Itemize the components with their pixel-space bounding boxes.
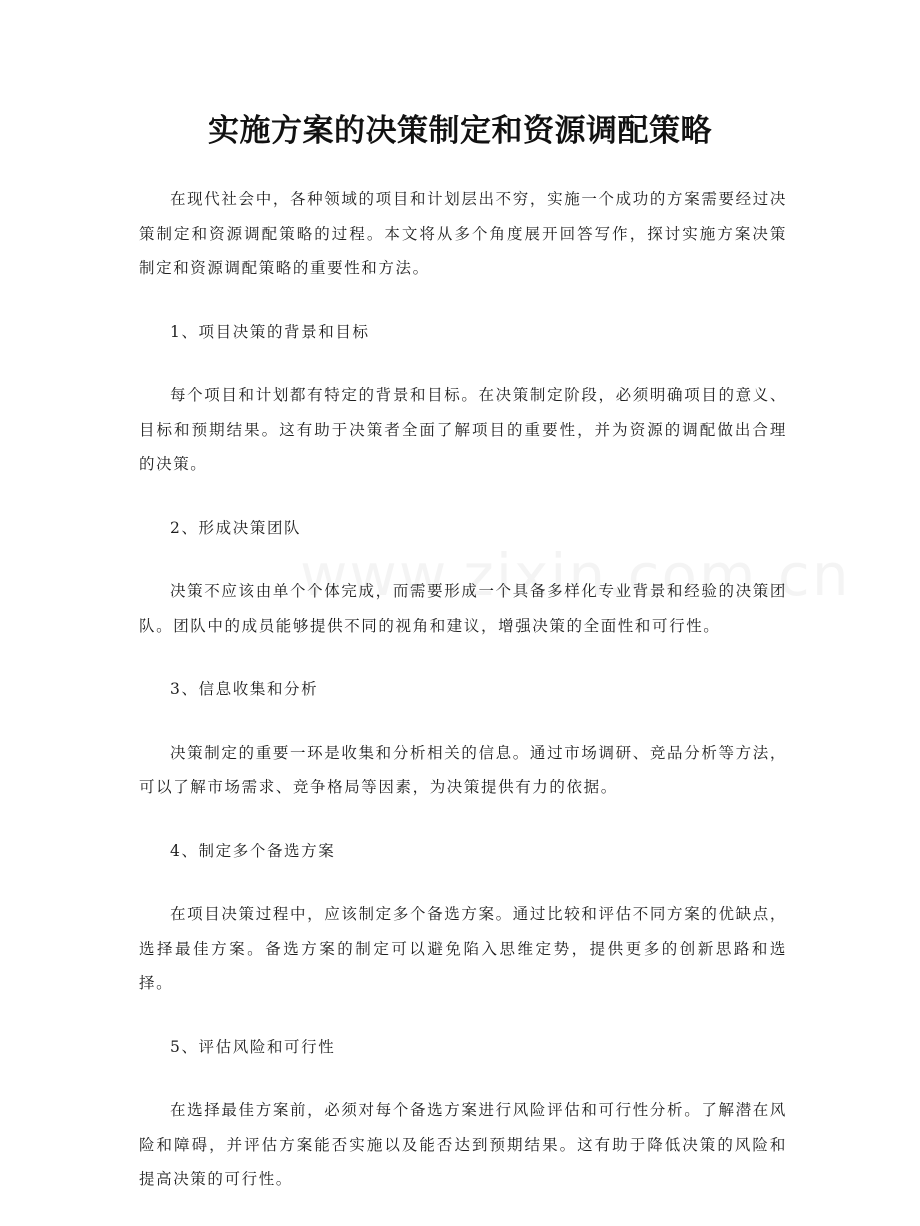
section-paragraph-4: 在项目决策过程中，应该制定多个备选方案。通过比较和评估不同方案的优缺点，选择最佳方案。备选方案的制定可以避免陷入思维定势，提供更多的创新思路和选择。 <box>139 905 787 992</box>
section-heading-5: 5、评估风险和可行性 <box>170 1037 336 1056</box>
section-paragraph-1: 每个项目和计划都有特定的背景和目标。在决策制定阶段，必须明确项目的意义、目标和预期结果。这有助于决策者全面了解项目的重要性，并为资源的调配做出合理的决策。 <box>139 386 787 473</box>
document-title: 实施方案的决策制定和资源调配策略 <box>208 113 712 149</box>
document-body <box>139 182 787 1226</box>
intro-paragraph: 在现代社会中，各种领域的项目和计划层出不穷，实施一个成功的方案需要经过决策制定和资源调配策略的过程。本文将从多个角度展开回答写作，探讨实施方案决策制定和资源调配策略的重要性和方法。 <box>139 190 787 277</box>
section-paragraph-2: 决策不应该由单个个体完成，而需要形成一个具备多样化专业背景和经验的决策团队。团队中的成员能够提供不同的视角和建议，增强决策的全面性和可行性。 <box>139 582 787 635</box>
section-heading-2: 2、形成决策团队 <box>170 518 302 537</box>
section-paragraph-3: 决策制定的重要一环是收集和分析相关的信息。通过市场调研、竞品分析等方法，可以了解市场需求、竞争格局等因素，为决策提供有力的依据。 <box>139 743 787 796</box>
section-heading-4: 4、制定多个备选方案 <box>170 841 336 860</box>
section-heading-1: 1、项目决策的背景和目标 <box>170 322 370 341</box>
section-paragraph-5: 在选择最佳方案前，必须对每个备选方案进行风险评估和可行性分析。了解潜在风险和障碍，并评估方案能否实施以及能否达到预期结果。这有助于降低决策的风险和提高决策的可行性。 <box>139 1101 787 1188</box>
section-heading-3: 3、信息收集和分析 <box>170 680 319 698</box>
